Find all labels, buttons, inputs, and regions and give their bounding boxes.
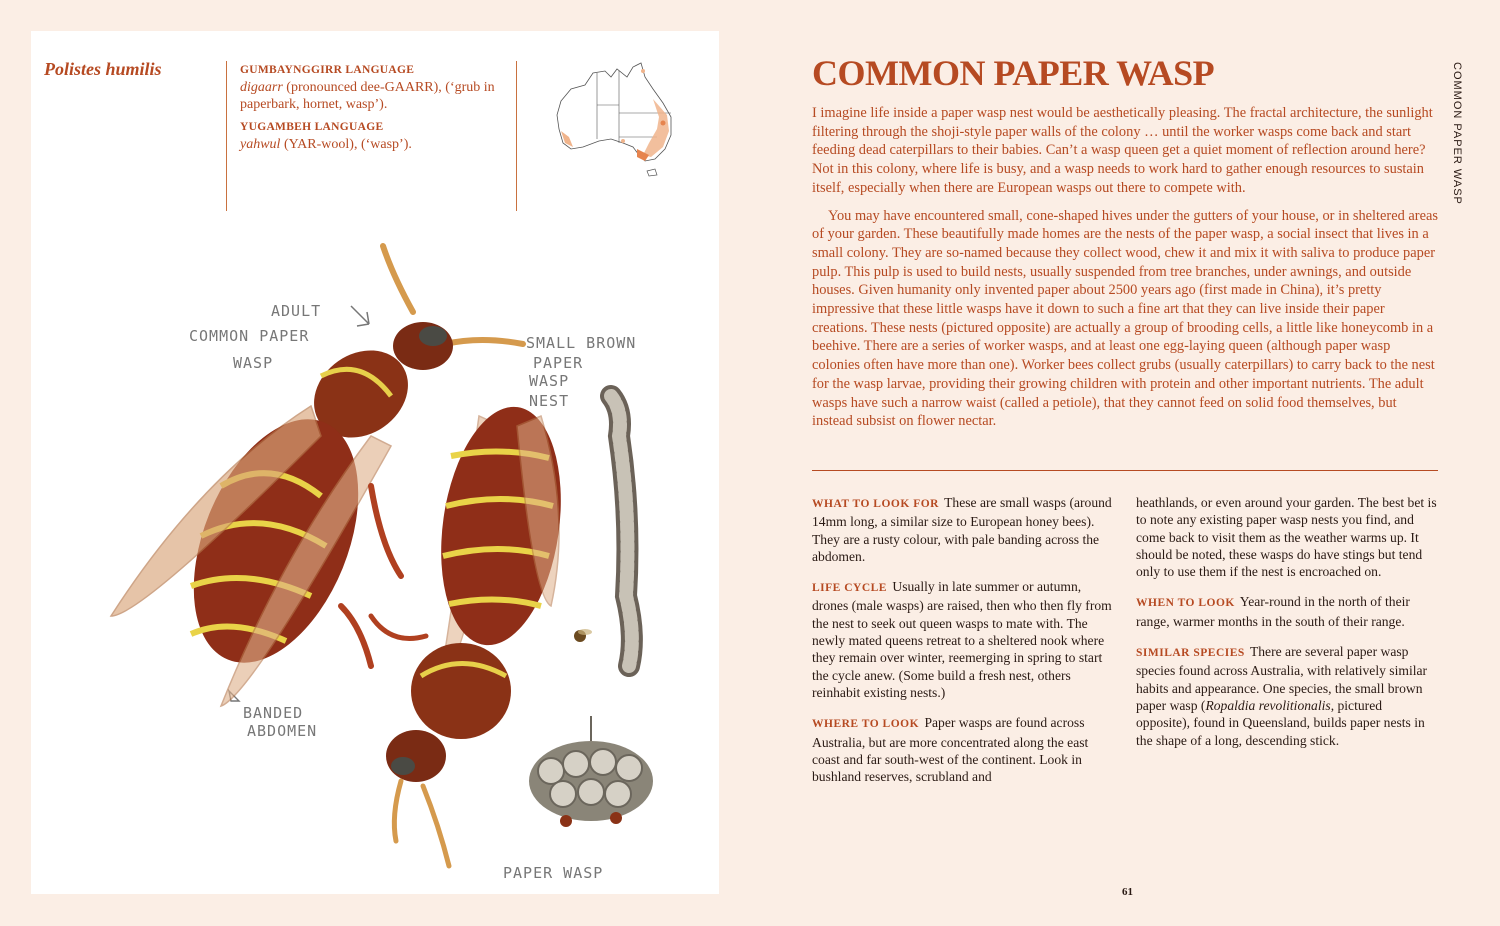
intro-text <box>812 104 1439 431</box>
left-column <box>812 494 1114 798</box>
section-label: WHERE TO LOOK <box>812 718 920 731</box>
right-page <box>812 0 1452 926</box>
language-entry: digaarr (pronounced dee-GAARR), (‘grub in paperbark, hornet, wasp’). <box>240 80 495 112</box>
intro-paragraph: I imagine life inside a paper wasp nest would be aesthetically pleasing. The fractal architecture, the sunlight filtering through the shoji-style paper walls of the colony … until the worker wasps come back and start feeding dead caterpillars to their babies. Can’t a wasp queen get a quiet moment of reflection around here? Not in this colony, where life is busy, and a wasp needs to work hard to gather enough resources to sustain itself, especially when there are European wasps out there to compete with. <box>812 105 1433 196</box>
label-adult-wasp <box>189 302 321 372</box>
svg-text:BANDED: BANDED <box>243 704 304 722</box>
svg-text:NEST: NEST <box>529 392 570 410</box>
section-where-to-look-continued: heathlands, or even around your garden. The best bet is to note any existing paper wasp nests you find, and come back to visit them as the weather warms up. It should be noted, these wasps do have stings but tend only to use them if the nest is encroached on. <box>1136 495 1437 580</box>
svg-text:WASP: WASP <box>529 372 570 390</box>
language-heading: GUMBAYNGGIRR LANGUAGE <box>240 64 415 76</box>
section-when-to-look: WHEN TO LOOK Year-round in the north of their range, warmer months in the south of their range. <box>1136 594 1410 629</box>
divider <box>226 61 227 211</box>
language-word: yahwul <box>240 137 281 152</box>
svg-text:PAPER WASP: PAPER WASP <box>503 864 604 882</box>
section-what-to-look-for: WHAT TO LOOK FOR These are small wasps (around 14mm long, a similar size to European honey bees). They are a rusty colour, with pale banding across the abdomen. <box>812 495 1112 564</box>
wasp-illustration <box>71 196 681 886</box>
label-banded-abdomen <box>243 704 317 740</box>
svg-text:WASP: WASP <box>233 354 274 372</box>
right-column <box>1136 494 1438 762</box>
section-label: SIMILAR SPECIES <box>1136 647 1245 660</box>
language-heading: YUGAMBEH LANGUAGE <box>240 121 384 133</box>
svg-text:ADULT: ADULT <box>271 302 322 320</box>
intro-paragraph: You may have encountered small, cone-shaped hives under the gutters of your house, or in sheltered areas of your garden. These beautifully made homes are the nests of the paper wasp, a social insect that lives in a small colony. They are so-named because they collect wood, chew it and mix it with saliva to produce paper pulp. This pulp is used to build nests, usually suspended from tree branches, under awnings, and outside houses. Given humanity only invented paper about 2500 years ago (first made in China), it’s pretty impressive that these little wasps have it down to such a fine art that they can live inside their paper creations. These nests (pictured opposite) are actually a group of brooding cells, a little like honeycomb in a beehive. There are a series of worker wasps, and at least one egg-laying queen (although paper wasp colonies often have more than one). Worker bees collect grubs (usually caterpillars) to carry back to the nest for the wasp larvae, providing their growing children with protein and other important nutrients. The adult wasps have such a narrow waist (called a petiole), that they cannot feed on solid food themselves, but instead subsist on flower nectar. <box>812 207 1438 430</box>
label-paper-nest <box>503 864 603 882</box>
svg-text:PAPER: PAPER <box>533 354 584 372</box>
divider <box>516 61 517 211</box>
svg-text:SMALL BROWN: SMALL BROWN <box>526 334 637 352</box>
language-entry: yahwul (YAR-wool), (‘wasp’). <box>240 137 412 152</box>
language-word: digaarr <box>240 80 283 95</box>
section-life-cycle: LIFE CYCLE Usually in late summer or autumn, drones (male wasps) are raised, then who then fly from the nest to seek out queen wasps to mate with. The newly mated queens retreat to a sheltered nook where they remain over winter, reemerging in spring to start the cycle anew. (Some build a fresh nest, others reinhabit existing nests.) <box>812 579 1112 700</box>
svg-text:COMMON PAPER: COMMON PAPER <box>189 327 310 345</box>
svg-text:ABDOMEN: ABDOMEN <box>247 722 318 740</box>
cluster-nest-drawing <box>529 716 653 827</box>
section-similar-species: SIMILAR SPECIES There are several paper wasp species found across Australia, with relatively similar habits and appearance. One species, the small brown paper wasp (Ropaldia revolitionalis, pictured opposite), found in Queensland, builds paper nests in the shape of a long, descending stick. <box>1136 644 1428 748</box>
section-label: WHEN TO LOOK <box>1136 597 1235 610</box>
page-title: COMMON PAPER WASP <box>812 53 1215 93</box>
stick-nest-drawing <box>574 396 632 666</box>
species-name: Polistes humilis <box>44 59 162 79</box>
page-number: 61 <box>1122 886 1133 898</box>
running-head: COMMON PAPER WASP <box>1451 62 1463 205</box>
left-page <box>31 31 719 894</box>
horizontal-rule <box>812 470 1438 471</box>
section-label: WHAT TO LOOK FOR <box>812 498 939 510</box>
australia-distribution-map <box>553 59 678 177</box>
language-names <box>240 62 508 159</box>
section-where-to-look: WHERE TO LOOK Paper wasps are found across Australia, but are more concentrated along the east coast and far south-west of the continent. Look in bushland reserves, scrubland and <box>812 715 1089 785</box>
section-label: LIFE CYCLE <box>812 582 887 595</box>
